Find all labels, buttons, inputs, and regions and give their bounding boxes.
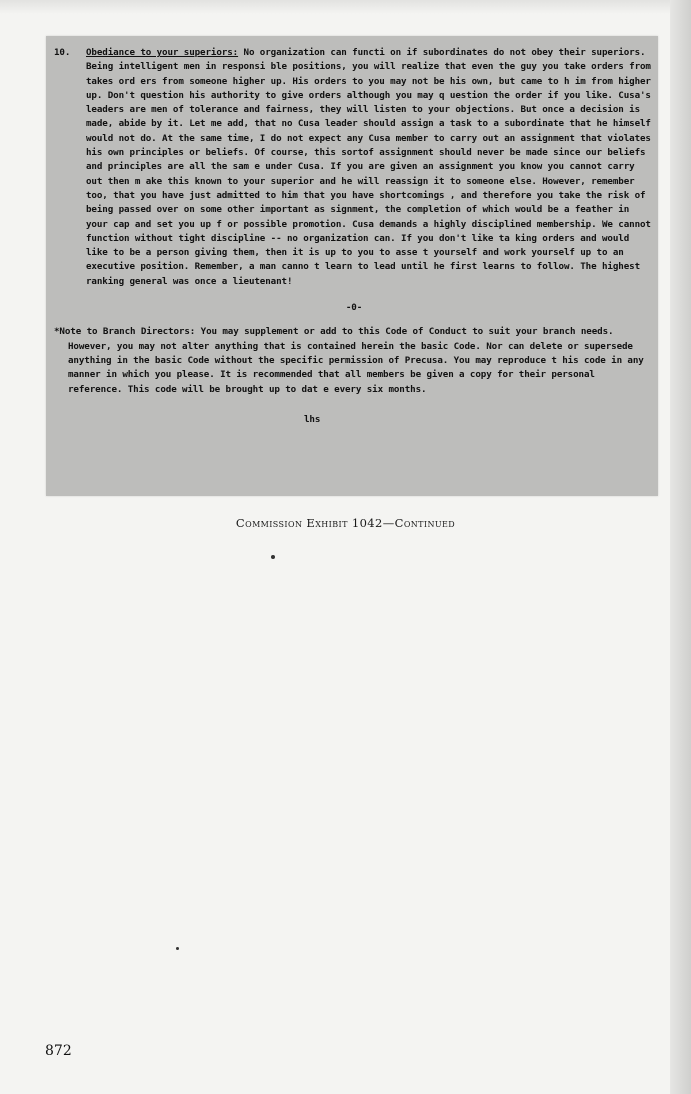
item-number: 10.: [54, 47, 71, 58]
code-item-10: [54, 46, 654, 289]
speck-mark: [176, 947, 179, 950]
section-divider: -0-: [345, 302, 363, 314]
speck-mark: [271, 555, 275, 559]
exhibit-photocopy: [46, 36, 658, 496]
page-number: 872: [45, 1043, 72, 1059]
branch-directors-note: *Note to Branch Directors: You may supplement or add to this Code of Conduct to suit your branch needs. However, you may not alter anything that is contained herein the basic Code. Nor can delete or supersede anything in the basic Code without the specific permission of Precusa. You may reproduce t his code in any manner in which you please. It is recommended that all members be given a copy for their personal reference. This code will be brought up to dat e every six months.: [54, 326, 644, 395]
item-heading: Obediance to your superiors:: [86, 47, 239, 58]
exhibit-caption: Commission Exhibit 1042—Continued: [235, 516, 456, 530]
page-top-edge: [0, 0, 691, 14]
typist-initials: lhs: [304, 413, 321, 425]
item-body: No organization can functi on if subordinates do not obey their superiors. Being intelligent men in responsi ble positions, you will realize that even the guy you take orders from takes ord ers from someone higher up. His orders to you may not be his own, but came to h im from higher up. Don't question his authority to give orders although you may q uestion the order if you like. Cusa's leaders are men of tolerance and fairness, they will listen to your objections. But once a decision is made, abide by it. Let me add, that no Cusa leader should assign a task to a subordinate that he himself would not do. At the same time, I do not expect any Cusa member to carry out an assignment that violates his own principles or beliefs. Of course, this sortof assignment should never be made since our beliefs and principles are all the sam e under Cusa. If you are given an assignment you know you cannot carry out then m ake this known to your superior and he will reassign it to someone else. However, remember too, that you have just admitted to him that you have shortcomings , and therefore you take the risk of being passed over on some other important as signment, the completion of which would be a feather in your cap and set you up f or possible promotion. Cusa demands a highly disciplined membership. We cannot function without tight discipline -- no organization can. If you don't like ta king orders and would like to be a person giving them, then it is up to you to asse t yourself and work yourself up to an executive position. Remember, a man canno t learn to lead until he first learns to follow. The highest ranking general was once a lieutenant!: [86, 47, 651, 287]
typed-text-block: [54, 46, 654, 427]
page-right-edge: [670, 0, 691, 1094]
